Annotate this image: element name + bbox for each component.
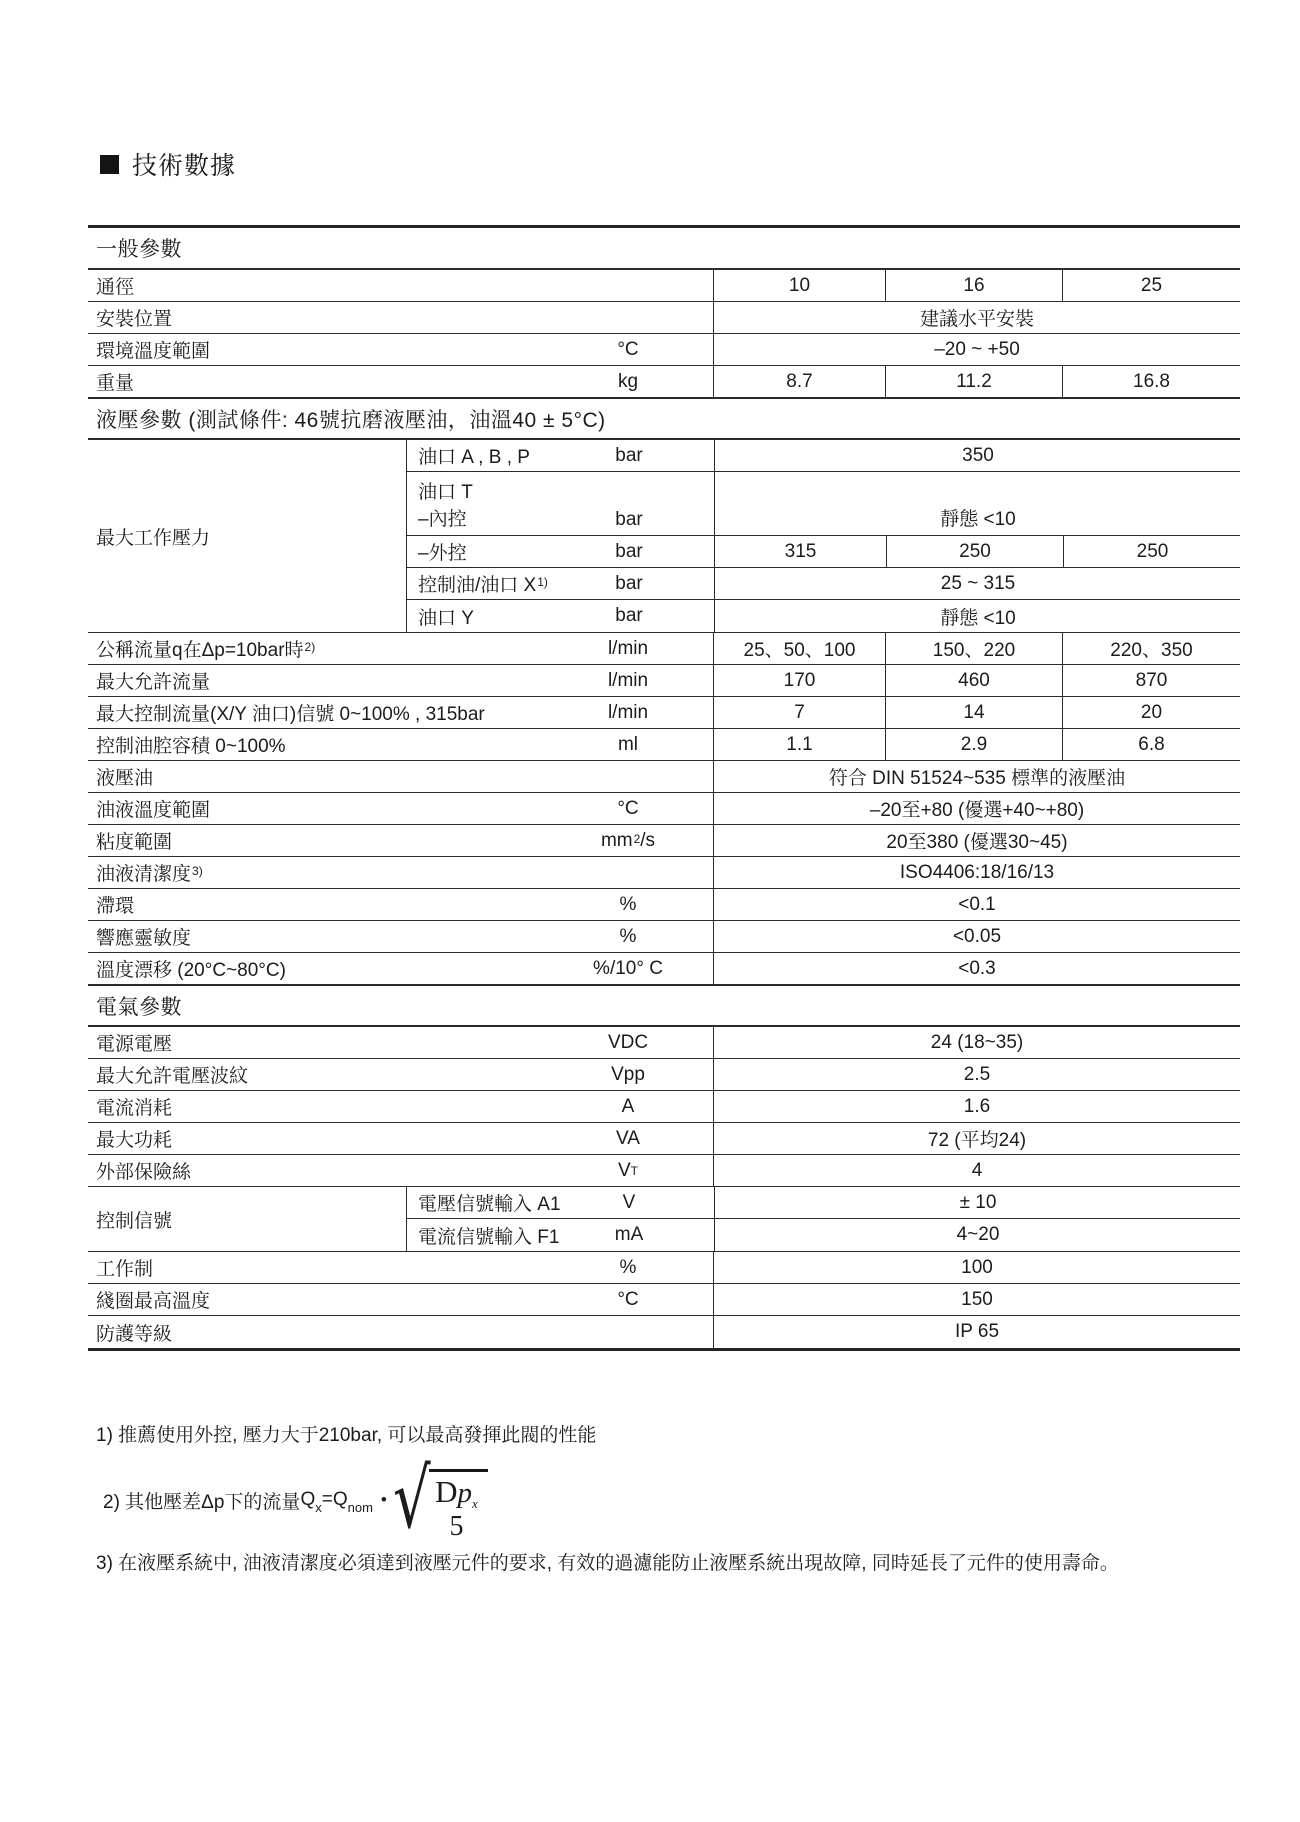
param-label-text: 電流消耗 — [96, 1098, 173, 1119]
unit-text: kg — [617, 370, 639, 392]
param-label-text: 防護等級 — [96, 1323, 173, 1345]
param-label — [88, 366, 543, 397]
sub-row-current-input-f1 — [407, 1219, 1240, 1251]
param-unit — [544, 1187, 714, 1218]
sub-label-text: 電流信號輸入 F1 — [418, 1226, 560, 1248]
value-text: 16.8 — [1133, 370, 1170, 392]
value-cell — [713, 729, 885, 760]
value-cell — [713, 889, 1240, 920]
value-cell — [713, 1252, 1240, 1283]
value-cell — [713, 761, 1240, 792]
value-cell — [713, 1091, 1240, 1122]
sub-label — [407, 1219, 560, 1251]
formula-q1: Q — [300, 1489, 316, 1510]
sub-row-external-pilot — [407, 536, 1240, 568]
value-cell — [714, 1187, 1241, 1218]
section-title: 液壓參數 (測試條件: 46號抗磨液壓油，油溫40 ± 5°C) — [96, 408, 606, 432]
value-text: 靜態 <10 — [940, 509, 1016, 530]
value-text: 10 — [788, 274, 811, 296]
value-text: 符合 DIN 51524~535 標準的液壓油 — [828, 768, 1126, 789]
value-cell — [885, 366, 1062, 397]
value-cell — [713, 270, 885, 301]
value-text: 靜態 <10 — [940, 607, 1016, 629]
param-label — [88, 1252, 543, 1283]
section-marker-square-icon — [100, 155, 119, 174]
value-cell — [714, 568, 1241, 599]
param-unit — [543, 1091, 713, 1122]
spec-row-mounting — [88, 302, 1240, 334]
sub-label — [407, 440, 544, 471]
param-unit — [543, 270, 713, 301]
value-text: 4~20 — [956, 1224, 1000, 1245]
param-label — [88, 302, 543, 333]
value-text: 25、50、100 — [743, 640, 856, 661]
unit-text: mA — [614, 1224, 644, 1245]
value-text: 170 — [783, 669, 816, 691]
value-text: IP 65 — [954, 1321, 1000, 1342]
value-text: 250 — [959, 540, 991, 562]
spec-row-external-fuse — [88, 1155, 1240, 1187]
value-cell — [714, 536, 886, 567]
flow-formula-q — [300, 1489, 373, 1515]
value-text: 150、220 — [932, 640, 1016, 661]
value-cell — [713, 793, 1240, 824]
value-text: 250 — [1136, 540, 1169, 562]
value-text: 4 — [971, 1159, 983, 1181]
value-cell — [1062, 633, 1240, 664]
param-label — [88, 889, 543, 920]
param-label — [88, 793, 543, 824]
param-label-text: 電源電壓 — [96, 1034, 173, 1055]
value-cell — [713, 1059, 1240, 1090]
fraction-denominator: 5 — [449, 1510, 464, 1542]
spec-row-temperature-drift — [88, 953, 1240, 985]
unit-text: bar — [615, 540, 643, 562]
value-text: 220、350 — [1110, 640, 1193, 661]
fraction — [429, 1469, 488, 1541]
spec-row-nominal-flow — [88, 633, 1240, 665]
param-label — [88, 1187, 406, 1251]
sub-label-text: –外控 — [418, 543, 467, 564]
sub-row-pilot-oil-port-x — [407, 568, 1240, 600]
spec-row-protection-class — [88, 1316, 1240, 1348]
value-cell — [886, 536, 1063, 567]
value-text: 建議水平安裝 — [919, 309, 1034, 330]
param-unit — [543, 665, 713, 696]
sub-label-text: 油口 Y — [418, 607, 474, 629]
unit-text: VDC — [607, 1031, 649, 1053]
value-cell — [885, 729, 1062, 760]
param-label — [88, 921, 543, 952]
value-cell — [713, 366, 885, 397]
param-unit — [543, 793, 713, 824]
unit-text: bar — [615, 509, 643, 530]
param-unit — [543, 921, 713, 952]
param-label — [88, 1155, 543, 1186]
spec-row-max-pilot-flow — [88, 697, 1240, 729]
sub-row-voltage-input-a1 — [407, 1187, 1240, 1219]
value-cell — [714, 1219, 1241, 1251]
param-label-text: 安裝位置 — [96, 309, 173, 330]
value-text: 16 — [963, 274, 985, 296]
value-cell — [714, 440, 1241, 471]
param-unit: mm $^2$ /s — [600, 829, 656, 851]
param-unit — [543, 889, 713, 920]
value-cell — [1062, 366, 1240, 397]
param-unit — [543, 1252, 713, 1283]
param-unit — [544, 472, 714, 536]
value-text: 460 — [958, 669, 990, 691]
value-text: 8.7 — [786, 370, 813, 392]
param-unit — [544, 568, 714, 599]
unit-text: VA — [616, 1127, 640, 1149]
value-text: 11.2 — [956, 370, 992, 392]
sub-label-text: 控制油/油口 X — [418, 575, 537, 596]
sub-label: 控制油/油口 X $^{1)}$ — [407, 568, 544, 599]
spec-row-control-signal — [88, 1187, 1240, 1252]
unit-text: l/min — [607, 637, 649, 659]
param-unit: V T — [617, 1159, 639, 1181]
value-text: 2.5 — [963, 1063, 991, 1085]
sub-label — [407, 536, 544, 567]
value-cell — [713, 1155, 1240, 1186]
footnote-1: 1) 推薦使用外控, 壓力大于210bar, 可以最高發揮此閥的性能 — [96, 1425, 597, 1446]
value-cell — [1062, 697, 1240, 728]
spec-row-hydraulic-oil — [88, 761, 1240, 793]
value-cell — [713, 921, 1240, 952]
param-label-text: 溫度漂移 (20°C~80°C) — [96, 960, 286, 981]
param-label — [88, 1123, 543, 1154]
unit-text: V — [617, 1159, 631, 1181]
sub-label-line2: –內控 — [418, 509, 467, 530]
param-unit — [543, 1123, 713, 1154]
spec-row-diameter — [88, 270, 1240, 302]
value-text: ± 10 — [959, 1191, 997, 1213]
value-cell — [885, 665, 1062, 696]
value-cell — [713, 857, 1240, 888]
value-text: 24 (18~35) — [930, 1031, 1024, 1053]
radical-sign: √ — [392, 1451, 431, 1547]
param-unit — [544, 600, 714, 632]
value-cell — [713, 697, 885, 728]
value-text: 350 — [962, 444, 994, 466]
spec-row-pilot-volume — [88, 729, 1240, 761]
value-cell — [885, 697, 1062, 728]
formula-q2-sub: nom — [347, 1499, 373, 1515]
param-label-text: 粘度範圍 — [96, 832, 173, 853]
param-label-text: 響應靈敏度 — [96, 928, 192, 949]
value-cell — [713, 302, 1240, 333]
value-text: <0.1 — [958, 893, 996, 915]
value-cell — [885, 633, 1062, 664]
spec-row-coil-max-temp — [88, 1284, 1240, 1316]
spec-row-viscosity-range — [88, 825, 1240, 857]
section-header-hydraulic — [88, 398, 1240, 440]
sub-row-port-y — [407, 600, 1240, 632]
value-cell — [713, 825, 1240, 856]
param-label — [88, 1027, 543, 1058]
unit-text: ml — [617, 733, 639, 755]
param-label — [88, 729, 543, 760]
unit-text: V — [622, 1191, 636, 1213]
numerator-x: x — [472, 1496, 478, 1512]
value-cell — [1062, 665, 1240, 696]
formula-equals: = — [321, 1489, 333, 1510]
param-label-text: 最大允許電壓波紋 — [96, 1066, 249, 1087]
numerator-d: D — [435, 1473, 458, 1509]
unit-text: °C — [617, 1288, 639, 1310]
param-label — [88, 665, 543, 696]
unit-text: % — [619, 1256, 637, 1278]
sub-label-text: 電壓信號輸入 A1 — [418, 1194, 561, 1215]
param-label — [88, 1284, 543, 1315]
pressure-sub-table — [406, 440, 1240, 632]
signal-sub-table — [406, 1187, 1240, 1251]
unit-text: % — [619, 925, 637, 947]
param-label-text: 外部保險絲 — [96, 1162, 192, 1183]
value-text: –20 ~ +50 — [934, 338, 1020, 360]
value-text: 20 — [1140, 701, 1163, 723]
param-unit — [543, 633, 713, 664]
section-title: 電氣參數 — [96, 995, 182, 1019]
param-label — [88, 953, 543, 984]
value-text: 1.1 — [786, 733, 813, 755]
value-cell — [713, 1027, 1240, 1058]
param-label — [88, 1316, 543, 1348]
value-text: 150 — [961, 1288, 993, 1310]
multiplication-dot: • — [380, 1490, 387, 1509]
unit-text: /s — [640, 829, 656, 851]
param-label-text: 控制信號 — [96, 1210, 173, 1232]
section-header-general — [88, 228, 1240, 270]
param-unit — [543, 857, 713, 888]
unit-text: Vpp — [611, 1063, 645, 1085]
param-label-text: 公稱流量q在Δp=10bar時 — [96, 640, 304, 661]
param-unit — [543, 697, 713, 728]
param-unit — [543, 334, 713, 365]
value-text: 25 ~ 315 — [940, 572, 1016, 594]
unit-text: bar — [615, 444, 643, 466]
spec-row-duty-cycle — [88, 1252, 1240, 1284]
spec-row-voltage-ripple — [88, 1059, 1240, 1091]
param-label-text: 工作制 — [96, 1259, 154, 1280]
param-label-text: 環境溫度範圍 — [96, 341, 211, 362]
spec-row-ambient-temp — [88, 334, 1240, 366]
spec-row-oil-temp-range — [88, 793, 1240, 825]
param-label-text: 綫圈最高溫度 — [96, 1291, 211, 1312]
param-label-text: 最大功耗 — [96, 1130, 173, 1151]
unit-text: % — [619, 893, 637, 915]
param-unit — [543, 366, 713, 397]
param-unit — [543, 729, 713, 760]
unit-text: bar — [615, 605, 643, 626]
value-cell — [713, 633, 885, 664]
spec-row-weight — [88, 366, 1240, 398]
param-unit — [543, 761, 713, 792]
value-text: 1.6 — [963, 1095, 991, 1117]
sub-label-line1: 油口 T — [418, 482, 473, 503]
param-label — [88, 334, 543, 365]
spec-row-response-sensitivity — [88, 921, 1240, 953]
value-cell — [1062, 270, 1240, 301]
footnote-2 — [103, 1451, 488, 1547]
value-cell — [885, 270, 1062, 301]
value-cell — [714, 600, 1241, 632]
value-cell — [713, 334, 1240, 365]
param-label-text: 最大控制流量(X/Y 油口)信號 0~100% , 315bar — [96, 704, 485, 725]
value-text: –20至+80 (優選+40~+80) — [869, 800, 1085, 821]
unit-text: l/min — [607, 701, 649, 723]
param-unit — [543, 302, 713, 333]
param-label-text: 滯環 — [96, 896, 135, 917]
footnote-3: 3) 在液壓系統中, 油液清潔度必須達到液壓元件的要求, 有效的過濾能防止液壓系統出現故障, 同時延長了元件的使用壽命。 — [96, 1553, 1119, 1574]
square-root-expression — [392, 1451, 488, 1547]
value-text: 72 (平均24) — [927, 1130, 1027, 1151]
unit-text: °C — [617, 338, 639, 360]
numerator-p: p — [457, 1476, 473, 1509]
value-cell — [713, 1123, 1240, 1154]
param-label — [88, 270, 543, 301]
param-label — [88, 697, 543, 728]
page-title-text: 技術數據 — [132, 152, 237, 180]
value-cell — [713, 1316, 1240, 1348]
section-title: 一般參數 — [96, 238, 182, 261]
value-cell — [1063, 536, 1241, 567]
section-header-electric — [88, 985, 1240, 1027]
unit-text: bar — [615, 572, 643, 594]
numerator-subscript — [472, 1496, 478, 1511]
spec-row-supply-voltage — [88, 1027, 1240, 1059]
param-label-text: 油液清潔度 — [96, 864, 192, 885]
value-cell — [713, 953, 1240, 984]
value-cell — [713, 1284, 1240, 1315]
fraction-numerator — [435, 1473, 478, 1512]
value-cell — [1062, 729, 1240, 760]
spec-row-oil-cleanliness — [88, 857, 1240, 889]
value-text: 7 — [794, 701, 805, 723]
param-label-text: 最大允許流量 — [96, 672, 211, 693]
param-unit — [543, 1284, 713, 1315]
spec-row-max-working-pressure — [88, 440, 1240, 633]
value-text: 2.9 — [960, 733, 988, 755]
technical-data-table — [88, 225, 1240, 1351]
unit-text: l/min — [607, 669, 649, 691]
sub-label — [407, 600, 544, 632]
value-text: 20至380 (優選30~45) — [886, 832, 1068, 853]
value-text: 870 — [1135, 669, 1168, 691]
unit-text: %/10° C — [593, 957, 663, 979]
value-text: ISO4406:18/16/13 — [899, 861, 1055, 883]
param-label — [88, 761, 543, 792]
value-text: <0.05 — [952, 925, 1002, 947]
value-text: 25 — [1140, 274, 1163, 296]
formula-q1-sub: x — [315, 1499, 322, 1515]
param-label-text: 控制油腔容積 0~100% — [96, 736, 286, 757]
spec-row-max-permissible-flow — [88, 665, 1240, 697]
param-label — [88, 440, 406, 632]
sub-label-text: 油口 A , B , P — [418, 447, 530, 468]
param-label: 油液清潔度 $^{3)}$ — [88, 857, 543, 888]
sub-row-port-t-internal — [407, 472, 1240, 536]
sub-row-ports-abp — [407, 440, 1240, 472]
unit-text: A — [621, 1095, 635, 1117]
unit-text: mm — [600, 829, 633, 851]
param-unit — [544, 536, 714, 567]
param-label — [88, 1059, 543, 1090]
value-cell — [713, 665, 885, 696]
param-unit — [543, 1027, 713, 1058]
value-text: <0.3 — [958, 957, 996, 979]
value-text: 14 — [963, 701, 985, 723]
spec-row-hysteresis — [88, 889, 1240, 921]
page-title — [100, 146, 236, 182]
param-label — [88, 825, 543, 856]
value-cell — [714, 472, 1241, 536]
param-label: 公稱流量q在Δp=10bar時 $^{2)}$ — [88, 633, 543, 664]
param-unit — [544, 440, 714, 471]
param-unit — [543, 1316, 713, 1348]
param-label — [88, 1091, 543, 1122]
spec-row-max-power — [88, 1123, 1240, 1155]
value-text: 100 — [961, 1256, 993, 1278]
value-text: 315 — [784, 540, 817, 562]
param-label-text: 通徑 — [96, 277, 135, 298]
param-unit — [543, 1059, 713, 1090]
sub-label — [407, 1187, 561, 1218]
sub-label — [407, 472, 544, 536]
param-label-text: 液壓油 — [96, 768, 154, 789]
spec-row-current-consumption — [88, 1091, 1240, 1123]
value-text: 6.8 — [1138, 733, 1165, 755]
unit-text: °C — [617, 797, 639, 819]
param-unit — [544, 1219, 714, 1251]
param-label-text: 重量 — [96, 373, 135, 394]
param-label-text: 油液溫度範圍 — [96, 800, 211, 821]
param-label-text: 最大工作壓力 — [96, 527, 211, 549]
param-unit — [543, 953, 713, 984]
formula-q2: Q — [332, 1489, 348, 1510]
footnote-2-text: 2) 其他壓差Δp下的流量 — [103, 1491, 301, 1513]
